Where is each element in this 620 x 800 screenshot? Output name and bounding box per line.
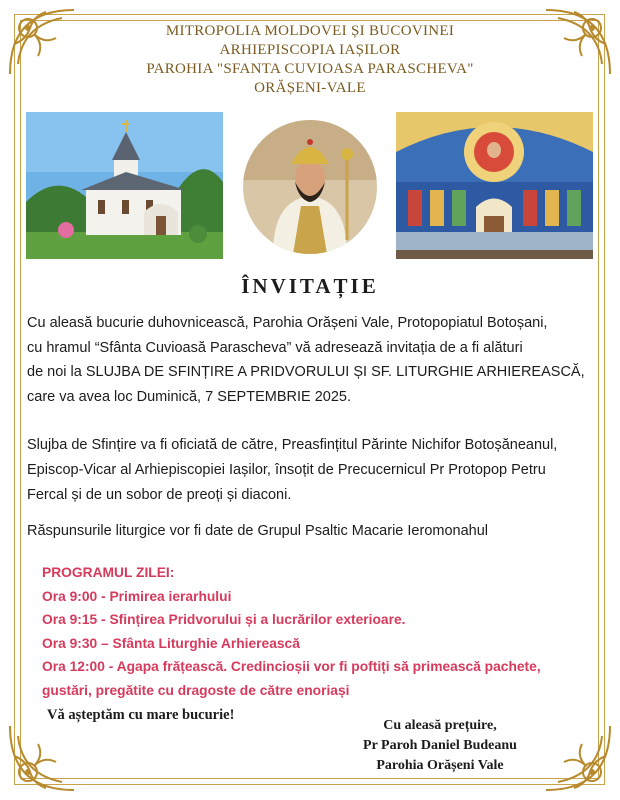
officiant-line: Slujba de Sfințire va fi oficiată de către, Preasfințitul Părinte Nichifor Botoșăneanul, xyxy=(27,437,558,453)
signature-parish: Parohia Orășeni Vale xyxy=(376,758,504,773)
intro-line: Cu aleasă bucurie duhovnicească, Parohia Orășeni Vale, Protopopiatul Botoșani, xyxy=(27,315,548,331)
corner-ornament-top-right xyxy=(536,4,616,84)
header-archdiocese: ARHIEPISCOPIA IAȘILOR xyxy=(219,42,401,58)
day-program xyxy=(42,561,541,702)
header-parish: PAROHIA "SFANTA CUVIOASA PARASCHEVA" xyxy=(146,61,474,77)
corner-ornament-bottom-right xyxy=(536,716,616,796)
church-exterior-photo xyxy=(26,112,223,259)
program-item-continuation: gustări, pregătite cu dragoste de către enoriași xyxy=(42,682,350,698)
header-metropolis: MITROPOLIA MOLDOVEI ȘI BUCOVINEI xyxy=(165,23,455,39)
intro-paragraph xyxy=(27,311,602,409)
corner-ornament-top-left xyxy=(4,4,84,84)
signature-block xyxy=(340,716,540,776)
program-item: Ora 12:00 - Agapa frățească. Credincioșii vor fi poftiți să primească pachete, xyxy=(42,659,541,674)
corner-ornament-bottom-left xyxy=(4,716,84,796)
officiant-line: Fercal și de un sobor de preoți și diaconi. xyxy=(27,487,292,503)
closing-line: Vă așteptăm cu mare bucurie! xyxy=(47,707,235,723)
officiant-line: Episcop-Vicar al Arhiepiscopiei Iașilor, însoțit de Precucernicul Pr Protopop Petru xyxy=(27,462,546,478)
intro-line: de noi la SLUJBA DE SFINȚIRE A PRIDVORULUI ȘI SF. LITURGHIE ARHIEREASCĂ, xyxy=(27,364,585,380)
intro-line: cu hramul “Sfânta Cuvioasă Parascheva” vă adresează invitația de a fi alături xyxy=(27,339,523,356)
church-interior-photo xyxy=(396,112,593,259)
header-locality: ORĂȘENI-VALE xyxy=(254,80,366,96)
program-item: Ora 9:00 - Primirea ierarhului xyxy=(42,588,232,604)
program-heading: PROGRAMUL ZILEI: xyxy=(42,565,175,580)
intro-line: care va avea loc Duminică, 7 SEPTEMBRIE 2025. xyxy=(27,388,351,405)
officiant-paragraph xyxy=(27,433,602,508)
program-item: Ora 9:15 - Sfințirea Pridvorului și a lucrărilor exterioare. xyxy=(42,612,406,627)
letterhead xyxy=(80,22,540,98)
bishop-portrait-photo xyxy=(243,120,377,254)
program-item: Ora 9:30 – Sfânta Liturghie Arhierească xyxy=(42,635,300,651)
invitation-title: ÎNVITAȚIE xyxy=(241,274,379,298)
liturgical-responses-text: Răspunsurile liturgice vor fi date de Grupul Psaltic Macarie Ieromonahul xyxy=(27,523,488,539)
signature-greeting: Cu aleasă prețuire, xyxy=(383,718,497,733)
signature-name: Pr Paroh Daniel Budeanu xyxy=(363,738,517,753)
